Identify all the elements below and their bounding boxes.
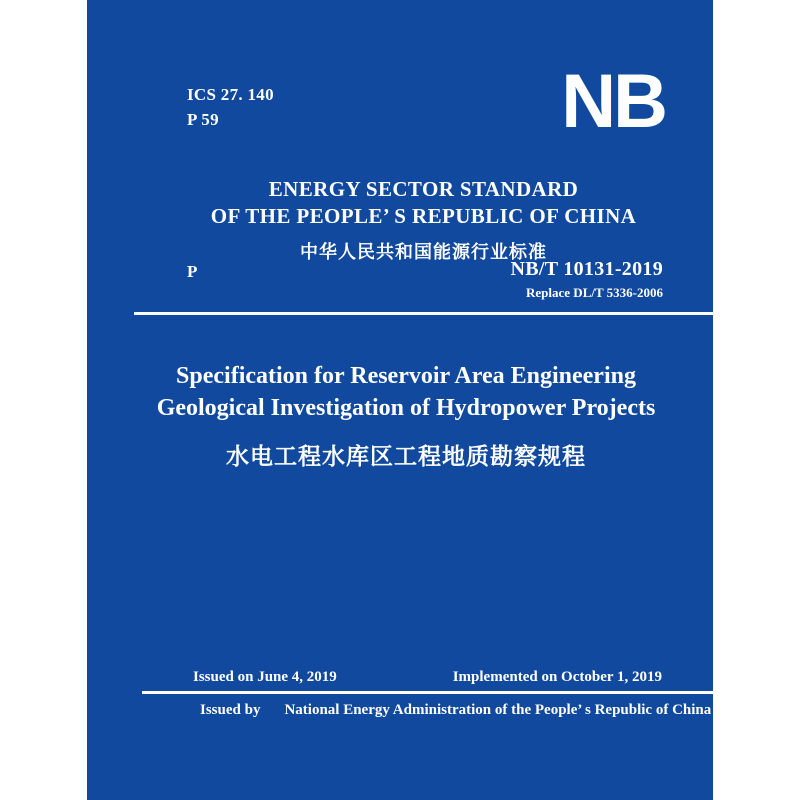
doc-class-code: P 59 — [187, 110, 219, 129]
title-zh: 水电工程水库区工程地质勘察规程 — [226, 444, 586, 470]
issuer-label: Issued by — [200, 702, 261, 718]
nb-logo: NB — [561, 59, 665, 144]
title-block — [87, 360, 713, 471]
org-name-en-line2: OF THE PEOPLE’ S REPUBLIC OF CHINA — [210, 204, 637, 228]
issued-date: Issued on June 4, 2019 — [193, 669, 337, 685]
issuer-line — [200, 702, 711, 719]
org-name-zh: 中华人民共和国能源行业标准 — [300, 242, 547, 263]
separator-line-bottom — [142, 691, 713, 694]
classification-codes — [187, 82, 274, 132]
issuer-value: National Energy Administration of the People’ s Republic of China — [284, 702, 712, 718]
implemented-date: Implemented on October 1, 2019 — [452, 669, 662, 685]
ics-code: ICS 27. 140 — [187, 85, 274, 104]
standard-cover — [87, 0, 713, 800]
standard-number: NB/T 10131-2019 — [510, 258, 663, 280]
p-mark: P — [187, 262, 198, 281]
title-en-line2: Geological Investigation of Hydropower Projects — [156, 395, 656, 421]
separator-line-top — [134, 312, 713, 315]
title-en-line1: Specification for Reservoir Area Engineering — [176, 363, 636, 389]
org-name-block — [134, 176, 713, 264]
org-name-en-line1: ENERGY SECTOR STANDARD — [268, 177, 579, 201]
replaces-note: Replace DL/T 5336-2006 — [526, 285, 663, 300]
